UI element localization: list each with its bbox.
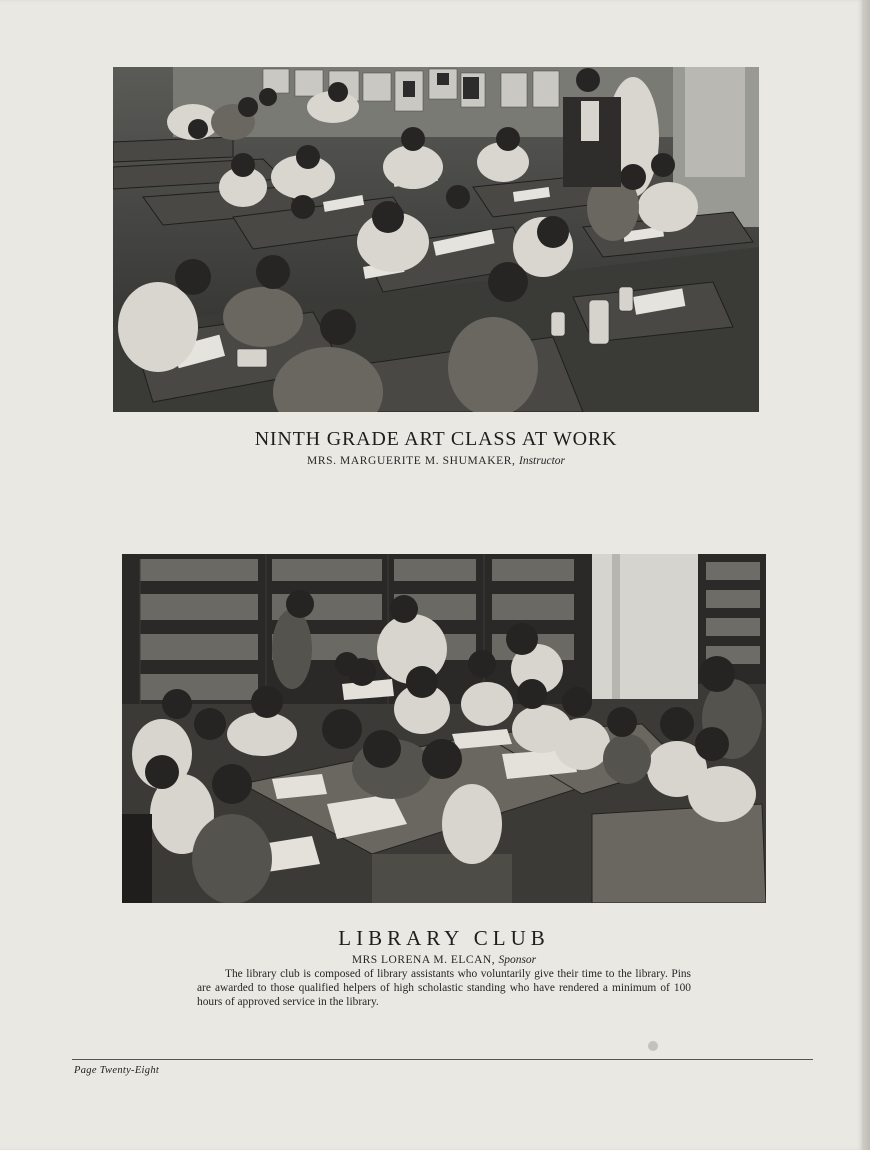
instructor-name: MRS. MARGUERITE M. SHUMAKER, [307, 455, 516, 467]
instructor-role: Instructor [518, 455, 565, 467]
library-club-sponsor-line [122, 954, 766, 966]
library-club-title: LIBRARY CLUB [338, 926, 550, 950]
library-club-photo [122, 554, 766, 903]
art-class-title: NINTH GRADE ART CLASS AT WORK [254, 428, 618, 450]
page-smudge [648, 1041, 658, 1051]
footer-rule [72, 1059, 813, 1060]
sponsor-role: Sponsor [498, 954, 537, 966]
page-number: Page Twenty-Eight [74, 1065, 160, 1076]
art-class-instructor-line [113, 455, 759, 467]
page-edge [862, 0, 870, 1150]
art-class-photo [113, 67, 759, 412]
library-club-description: The library club is composed of library assistants who voluntarily give their time to the library. Pins are awarded to those qualified helpers of high scholastic standing who have rendered a minimum of 100 hours of approved service in the library. [197, 968, 691, 1009]
sponsor-name: MRS LORENA M. ELCAN, [351, 954, 496, 966]
